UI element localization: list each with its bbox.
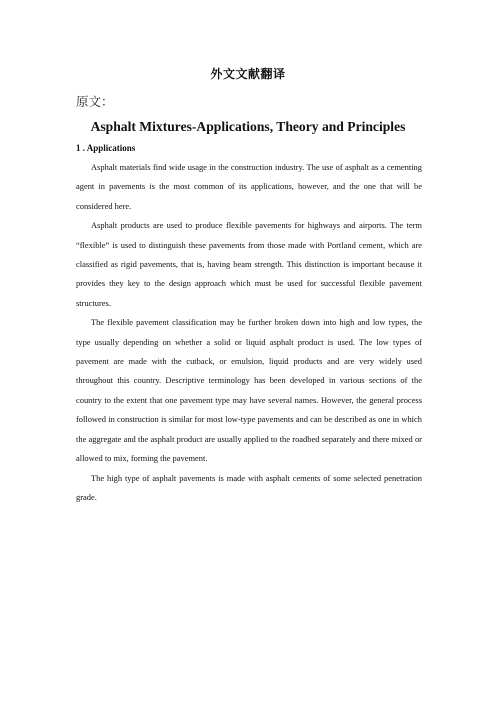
paragraph: The high type of asphalt pavements is made with asphalt cements of some selected penetration grade. [76,472,422,502]
body-text [76,158,422,507]
paragraph: Asphalt products are used to produce flexible pavements for highways and airports. The term “flexible” is used to distinguish these pavements from those made with Portland cement, which are classified as rigid pavements, that is, having beam strength. This distinction is important because it provides they key to the design approach which must be used for successful flexible pavement structures. [76,220,422,308]
paragraph: The flexible pavement classification may be further broken down into high and low types, the type usually depending on whether a solid or liquid asphalt product is used. The low types of pavement are made with the cutback, or emulsion, liquid products and are very widely used throughout this country. Descriptive terminology has been developed in various sections of the country to the extent that one pavement type may have several names. However, the general process followed in construction is similar for most low-type pavements and can be described as one in which the aggregate and the asphalt product are usually applied to the roadbed separately and there mixed or allowed to mix, forming the pavement. [76,317,422,464]
original-text-label: 原文： [76,94,114,109]
paragraph: Asphalt materials find wide usage in the construction industry. The use of asphalt as a cementing agent in pavements is the most common of its applications, however, and the one that will be considered here. [76,162,422,211]
document-heading: 外文文献翻译 [210,67,286,81]
paper-title: Asphalt Mixtures-Applications, Theory and Principles [90,119,406,134]
section-heading: 1 . Applications [76,143,136,153]
